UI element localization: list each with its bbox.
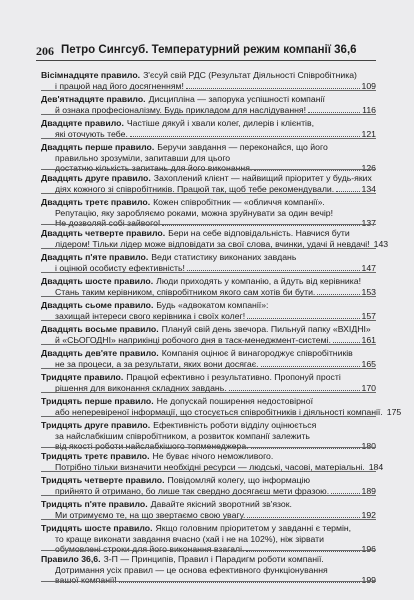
leader-dots bbox=[130, 129, 360, 137]
toc-entry-text bbox=[41, 396, 313, 406]
toc-page-number: 165 bbox=[361, 358, 376, 369]
toc-entry-title: Двадцять восьме правило. bbox=[41, 324, 159, 334]
toc-entry-description: Будь «адвокатом компанії»: bbox=[156, 300, 269, 310]
toc-page-number: 126 bbox=[361, 163, 376, 173]
toc-entry-line bbox=[41, 565, 376, 576]
toc-entry bbox=[41, 451, 384, 475]
toc-entry-line bbox=[41, 142, 376, 153]
leader-dots bbox=[331, 486, 359, 494]
toc-entry bbox=[41, 372, 376, 396]
toc-entry-description: Стань таким керівником, співробітником якого сам хотів би бути. bbox=[55, 286, 316, 297]
toc-entry-description: Ефективність роботи відділу оцінюється bbox=[153, 420, 317, 430]
entry-divider bbox=[41, 296, 376, 297]
toc-entry-text bbox=[41, 554, 324, 564]
toc-entry-text bbox=[41, 324, 371, 334]
toc-entry-title: Двадцять перше правило. bbox=[41, 142, 155, 152]
toc-entry-title: Двадцять четверте правило. bbox=[41, 228, 166, 238]
toc-entry-description: Ми отримуємо те, на що звертаємо свою увагу. bbox=[55, 509, 246, 520]
toc-entry-description: Потрібно тільки визначити необхідні ресурси — людські, часові, матеріальні. bbox=[55, 461, 365, 472]
toc-entry-line bbox=[41, 300, 376, 311]
entry-divider bbox=[41, 344, 376, 345]
toc-entry bbox=[41, 499, 376, 523]
toc-entry-text bbox=[41, 252, 296, 262]
toc-entry-title: Двадцять дев'яте правило. bbox=[41, 348, 159, 358]
toc-entry-description: то краще виконати завдання вчасно (хай і не на 102%), ніж зірвати bbox=[55, 533, 324, 544]
toc-entry-line bbox=[41, 348, 376, 359]
toc-page-number: 161 bbox=[361, 334, 376, 345]
toc-entry-description: Не допускай поширення недостовірної bbox=[156, 396, 313, 406]
toc-entry-line bbox=[41, 372, 376, 383]
toc-entry-description: захищай інтереси свого керівника і своїх колег! bbox=[55, 310, 246, 321]
toc-page-number: 180 bbox=[361, 441, 376, 451]
entry-divider bbox=[41, 90, 376, 91]
toc-entry-line bbox=[41, 228, 376, 239]
toc-entry-title: Тридцять п'яте правило. bbox=[41, 499, 148, 509]
toc-entry-description: і оцінюй особисту ефективність! bbox=[55, 262, 185, 273]
entry-divider bbox=[41, 224, 376, 225]
toc-entry-description: Репутацію, яку заробляємо роками, можна зруйнувати за один вечір! bbox=[55, 207, 334, 218]
toc-entry bbox=[41, 252, 376, 276]
toc-page-number: 121 bbox=[361, 128, 376, 139]
toc-entry-text bbox=[41, 475, 310, 485]
toc-entry-text bbox=[55, 534, 324, 544]
toc-entry-title: Тридцять шосте правило. bbox=[41, 523, 153, 533]
toc-page-number: 134 bbox=[361, 183, 376, 194]
toc-entry-description: Веди статистику виконаних завдань bbox=[151, 252, 297, 262]
entry-divider bbox=[41, 320, 376, 321]
toc-entry bbox=[41, 348, 376, 372]
toc-entry-text bbox=[41, 197, 325, 207]
toc-entry-text bbox=[41, 276, 361, 286]
toc-entry-description: Компанія оцінює й винагороджує співробітників bbox=[161, 348, 353, 358]
toc-entry-text bbox=[41, 70, 357, 80]
entry-divider bbox=[41, 581, 376, 582]
toc-entry bbox=[41, 94, 376, 118]
toc-entry-text bbox=[41, 142, 328, 152]
toc-entry-title: Вісімнадцяте правило. bbox=[41, 70, 141, 80]
toc-entry-description: З-П — Принципів, Правил і Парадигм роботи компанії. bbox=[103, 554, 324, 564]
leader-dots bbox=[247, 311, 359, 319]
toc-page-number: 170 bbox=[361, 382, 376, 393]
entry-divider bbox=[41, 416, 376, 417]
toc-entry-description: Люди приходять у компанію, а йдуть від керівника! bbox=[156, 276, 361, 286]
toc-entry-description: рішення для виконання складних завдань. bbox=[55, 382, 227, 393]
toc-entry-text bbox=[55, 208, 333, 218]
toc-entry bbox=[41, 420, 376, 451]
toc-entry-description: вашої компанії! bbox=[55, 575, 117, 585]
toc-entry-description: Захоплений клієнт — найвищий пріоритет у будь-яких bbox=[153, 173, 372, 183]
toc-entry-line bbox=[41, 324, 376, 335]
toc-entry-line bbox=[41, 451, 376, 462]
toc-entry-line bbox=[41, 534, 376, 545]
toc-entry-description: й «СЬОГОДНІ» наприкінці робочого дня в таск-менеджмент-системі. bbox=[55, 334, 331, 345]
toc-entry-description: прийнято й отримано, бо лише так свердно досягаєш мети фразою. bbox=[55, 485, 330, 496]
toc-page-number: 192 bbox=[361, 509, 376, 520]
toc-entry-description: З'єсуй свій РДС (Результат Діяльності Співробітника) bbox=[143, 70, 357, 80]
toc-entry-description: Кожен співробітник — «обличчя компанії». bbox=[153, 197, 325, 207]
entry-divider bbox=[41, 447, 376, 448]
toc-entry-description: і працюй над його досягненням! bbox=[55, 80, 184, 91]
toc-entry bbox=[41, 523, 376, 554]
toc-entry-line bbox=[41, 118, 376, 129]
toc-entry-description: не за процеси, а за результати, яких вони досягає. bbox=[55, 358, 259, 369]
toc-entry-line bbox=[41, 554, 376, 565]
toc-entry-description: Працюй ефективно і результативно. Пропонуй прості bbox=[126, 372, 341, 382]
toc-entry-title: Двадцять шосте правило. bbox=[41, 276, 154, 286]
toc-page-number: 137 bbox=[361, 218, 376, 228]
toc-entry bbox=[41, 118, 376, 142]
toc-entry-description: діях кожного зі співробітників. Працюй так, щоб тебе рекомендували. bbox=[55, 183, 335, 194]
toc-page-number: 143 bbox=[373, 238, 389, 249]
toc-entry bbox=[41, 228, 389, 252]
toc-entry-description: від якості роботи найслабкішого топменеджера. bbox=[55, 441, 249, 451]
leader-dots bbox=[317, 287, 359, 295]
toc-entry-title: Тридцять перше правило. bbox=[41, 396, 154, 406]
toc-entry-description: які оточують тебе. bbox=[55, 128, 128, 139]
toc-entry-text bbox=[55, 565, 328, 575]
toc-entry-text bbox=[41, 372, 341, 382]
toc-entry-description: Не дозволяй собі зайвого! bbox=[55, 218, 161, 228]
toc-entry-text bbox=[41, 94, 325, 104]
toc-entry-text bbox=[41, 451, 273, 461]
toc-entry-line bbox=[41, 431, 376, 442]
entry-divider bbox=[41, 114, 376, 115]
toc-entry-text bbox=[41, 228, 350, 238]
toc-entry bbox=[41, 324, 376, 348]
toc-entry-description: Бери на себе відповідальність. Навчися бути bbox=[168, 228, 350, 238]
entry-divider bbox=[41, 495, 376, 496]
toc-entry-description: Повідомляй колегу, що інформацію bbox=[167, 475, 311, 485]
toc-page-number: 153 bbox=[361, 286, 376, 297]
toc-entry-line bbox=[41, 276, 376, 287]
table-of-contents bbox=[41, 70, 402, 585]
leader-dots bbox=[229, 383, 360, 391]
toc-entry bbox=[41, 197, 376, 228]
toc-page-number: 175 bbox=[386, 406, 402, 417]
leader-dots bbox=[186, 81, 360, 89]
toc-entry-title: Тридцять четверте правило. bbox=[41, 475, 165, 485]
toc-entry-description: лідером! Тільки лідер може відповідати за свої слова, вчинки, удачі й невдачі! bbox=[55, 238, 370, 249]
toc-page-number: 189 bbox=[361, 485, 376, 496]
toc-entry-line bbox=[41, 208, 376, 219]
entry-divider bbox=[41, 138, 376, 139]
toc-entry bbox=[41, 300, 376, 324]
entry-divider bbox=[41, 169, 376, 170]
toc-entry-text bbox=[55, 153, 230, 163]
entry-divider bbox=[41, 471, 376, 472]
page-number: 206 bbox=[36, 44, 54, 58]
toc-entry-line bbox=[41, 475, 376, 486]
toc-entry bbox=[41, 554, 376, 585]
toc-entry-description: й ознака професіоналізму. Будь прикладом для наслідування! bbox=[55, 104, 307, 115]
toc-entry-title: Двадцять третє правило. bbox=[41, 197, 151, 207]
toc-entry-line bbox=[41, 94, 376, 105]
toc-entry-description: достатню кількість запитань для його виконання. bbox=[55, 163, 253, 173]
toc-entry-text bbox=[41, 118, 314, 128]
toc-entry-title: Двадцять сьоме правило. bbox=[41, 300, 154, 310]
toc-page-number: 184 bbox=[368, 461, 384, 472]
toc-entry-description: Дисципліна — запорука успішності компанії bbox=[148, 94, 325, 104]
toc-entry-description: обумовлені строки для його виконання взагалі. bbox=[55, 544, 245, 554]
toc-entry bbox=[41, 396, 402, 420]
toc-entry-description: за найслабкішим співробітником, а розвиток компанії залежить bbox=[55, 430, 310, 441]
toc-entry-text bbox=[41, 173, 372, 183]
entry-divider bbox=[41, 193, 376, 194]
leader-dots bbox=[247, 510, 359, 518]
toc-entry-line bbox=[41, 523, 376, 534]
toc-entry-text bbox=[41, 499, 292, 509]
toc-entry-title: Тридцяте правило. bbox=[41, 372, 124, 382]
entry-divider bbox=[41, 392, 376, 393]
leader-dots bbox=[261, 359, 360, 367]
leader-dots bbox=[308, 105, 360, 113]
entry-divider bbox=[41, 272, 376, 273]
toc-entry-description: Давайте якісний зворотний зв'язок. bbox=[150, 499, 292, 509]
toc-entry-text bbox=[41, 348, 353, 358]
toc-entry-description: Якщо головним пріоритетом у завданні є термін, bbox=[155, 523, 352, 533]
running-head bbox=[36, 44, 357, 59]
leader-dots bbox=[333, 335, 360, 343]
toc-entry-line bbox=[41, 420, 376, 431]
toc-entry-description: Частіше дякуй і хвали колег, дилерів і клієнтів, bbox=[126, 118, 315, 128]
toc-entry-text bbox=[41, 420, 316, 430]
toc-entry-title: Дев'ятнадцяте правило. bbox=[41, 94, 146, 104]
toc-entry-title: Двадцять друге правило. bbox=[41, 173, 151, 183]
toc-entry-line bbox=[41, 173, 376, 184]
entry-divider bbox=[41, 519, 376, 520]
toc-page-number: 116 bbox=[362, 104, 376, 115]
toc-entry-line bbox=[41, 70, 376, 81]
toc-entry-title: Двадцяте правило. bbox=[41, 118, 124, 128]
leader-dots bbox=[336, 184, 359, 192]
toc-entry-title: Тридцять друге правило. bbox=[41, 420, 151, 430]
toc-entry-description: Не буває нічого неможливого. bbox=[152, 451, 274, 461]
toc-entry-description: Плануй свій день звечора. Пильнуй папку «ВХІДНІ» bbox=[161, 324, 371, 334]
toc-page-number: 109 bbox=[361, 80, 376, 91]
toc-page-number: 199 bbox=[361, 575, 376, 585]
toc-entry-line bbox=[41, 197, 376, 208]
toc-entry-line bbox=[41, 252, 376, 263]
toc-entry bbox=[41, 70, 376, 94]
toc-page-number: 147 bbox=[361, 262, 376, 273]
toc-entry-text bbox=[41, 300, 268, 310]
leader-dots bbox=[187, 263, 360, 271]
toc-entry-text bbox=[41, 523, 351, 533]
running-title: Петро Сингсуб. Температурний режим компанії 36,6 bbox=[61, 44, 357, 56]
toc-entry bbox=[41, 276, 376, 300]
toc-entry-description: або неперевіреної інформації, що стосується співробітників і діяльності компанії. bbox=[55, 406, 383, 417]
toc-entry bbox=[41, 173, 376, 197]
toc-entry bbox=[41, 475, 376, 499]
toc-page-number: 196 bbox=[361, 544, 376, 554]
toc-entry-title: Тридцять третє правило. bbox=[41, 451, 150, 461]
entry-divider bbox=[41, 368, 376, 369]
toc-entry-description: правильно зрозуміли, запитавши для цього bbox=[55, 152, 231, 163]
toc-entry-title: Правило 36,6. bbox=[41, 554, 101, 564]
header-rule bbox=[36, 60, 376, 61]
toc-entry-line bbox=[41, 396, 376, 407]
toc-entry-line bbox=[41, 499, 376, 510]
entry-divider bbox=[41, 550, 376, 551]
toc-entry bbox=[41, 142, 376, 173]
toc-entry-line bbox=[41, 153, 376, 164]
toc-entry-text bbox=[55, 431, 310, 441]
toc-entry-title: Двадцять п'яте правило. bbox=[41, 252, 149, 262]
entry-divider bbox=[41, 248, 376, 249]
toc-entry-description: Беручи завдання — переконайся, що його bbox=[157, 142, 328, 152]
toc-entry-description: Дотримання усіх правил — це основа ефективного функціонування bbox=[55, 564, 328, 575]
toc-page-number: 157 bbox=[361, 310, 376, 321]
